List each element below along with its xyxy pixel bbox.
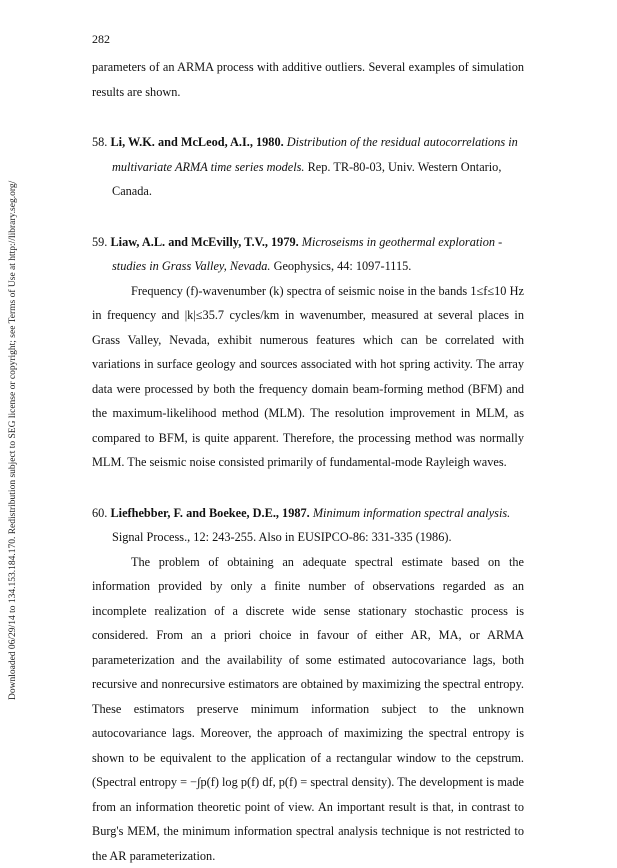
- intro-paragraph: parameters of an ARMA process with additive outliers. Several examples of simulation results are shown.: [92, 55, 524, 104]
- reference-abstract: Frequency (f)-wavenumber (k) spectra of seismic noise in the bands 1≤f≤10 Hz in frequency and |k|≤35.7 cycles/km in wavenumber, measured at several places in Grass Valley, Nevada, exhibit numerous features which can be correlated with variations in surface geology and sources associated with hot spring activity. The array data were processed by both the frequency domain beam-forming method (BFM) and the maximum-likelihood method (MLM). The resolution improvement in MLM, as compared to BFM, is quite apparent. Therefore, the processing method was normally MLM. The seismic noise consisted primarily of fundamental-mode Rayleigh waves.: [92, 279, 524, 475]
- reference-citation: [92, 130, 524, 204]
- reference-authors: Liefhebber, F. and Boekee, D.E., 1987.: [110, 506, 309, 520]
- reference-title: Microseisms in geothermal exploration - studies in Grass Valley, Nevada.: [112, 235, 502, 274]
- reference-citation: [92, 230, 524, 279]
- reference-source: Signal Process., 12: 243-255. Also in EUSIPCO-86: 331-335 (1986).: [112, 530, 452, 544]
- reference-number: 60.: [92, 506, 107, 520]
- reference-title: Minimum information spectral analysis.: [313, 506, 510, 520]
- reference-number: 58.: [92, 135, 107, 149]
- reference-number: 59.: [92, 235, 107, 249]
- reference-abstract: The problem of obtaining an adequate spectral estimate based on the information provided by only a finite number of observations regarded as an incomplete realization of a discrete wide sense stationary stochastic process is considered. From an a priori choice in favour of either AR, MA, or ARMA parameterization and the availability of some estimated autocovariance lags, both recursive and nonrecursive estimators are obtained by maximizing the spectral entropy. These estimators preserve minimum information subject to the unknown autocovariance lags. Moreover, the approach of maximizing the spectral entropy is shown to be equivalent to the application of a rectangular window to the cepstrum. (Spectral entropy = −∫p(f) log p(f) df, p(f) = spectral density). The development is made from an information theoretic point of view. An important result is that, in contrast to Burg's MEM, the minimum information spectral analysis technique is not restricted to the AR parameterization.: [92, 550, 524, 868]
- reference-title: Distribution of the residual autocorrelations in multivariate ARMA time series models.: [112, 135, 518, 174]
- reference-authors: Liaw, A.L. and McEvilly, T.V., 1979.: [110, 235, 298, 249]
- page-number: 282: [92, 32, 110, 47]
- reference-entry-59: [92, 230, 524, 475]
- reference-authors: Li, W.K. and McLeod, A.I., 1980.: [110, 135, 283, 149]
- page-body: [92, 55, 524, 868]
- reference-entry-60: [92, 501, 524, 868]
- reference-citation: [92, 501, 524, 550]
- reference-entry-58: [92, 130, 524, 204]
- reference-source: Rep. TR-80-03, Univ. Western Ontario, Canada.: [112, 160, 501, 199]
- reference-source: Geophysics, 44: 1097-1115.: [274, 259, 412, 273]
- download-notice: Downloaded 06/29/14 to 134.153.184.170. Redistribution subject to SEG license or copyright; see Terms of Use at http://library.seg.org/: [8, 120, 18, 700]
